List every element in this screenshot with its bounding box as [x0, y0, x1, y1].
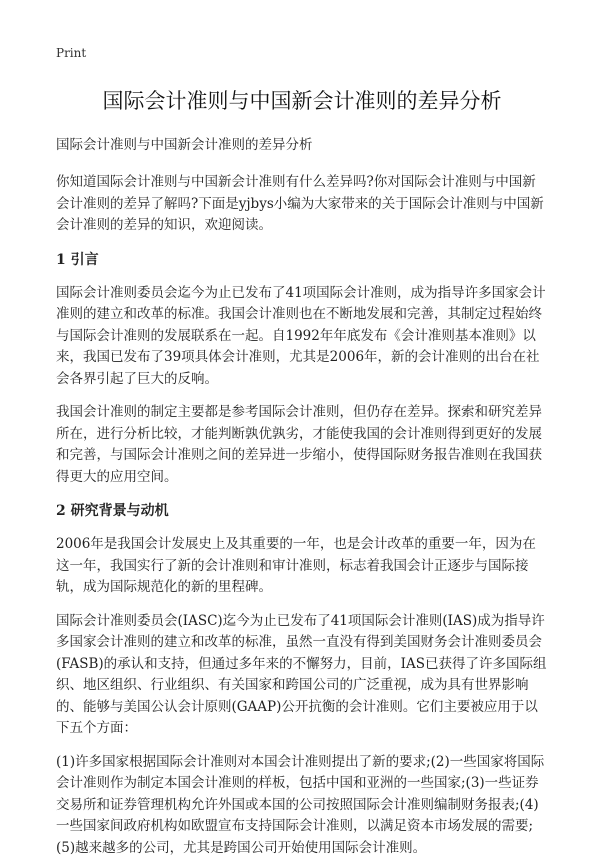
page-title: 国际会计准则与中国新会计准则的差异分析: [56, 86, 548, 116]
section-heading: 1 引言: [56, 249, 548, 271]
body-paragraph: 2006年是我国会计发展史上及其重要的一年，也是会计改革的重要一年，因为在这一年，我国实行了新的会计准则和审计准则，标志着我国会计正逐步与国际接轨，成为国际规范化的新的里程碑。: [56, 534, 548, 599]
section-heading: 2 研究背景与动机: [56, 500, 548, 522]
body-paragraph: 国际会计准则委员会(IASC)迄今为止已发布了41项国际会计准则(IAS)成为指导许多国家会计准则的建立和改革的标准，虽然一直没有得到美国财务会计准则委员会(FASB)的承认和支持，但通过多年来的不懈努力，目前，IAS已获得了许多国际组织、地区组织、行业组织、有关国家和跨国公司的广泛重视，成为具有世界影响的、能够与美国公认会计原则(GAAP)公开抗衡的会计准则。它们主要被应用于以下五个方面：: [56, 611, 548, 740]
print-link[interactable]: Print: [56, 44, 548, 62]
body-paragraph: 我国会计准则的制定主要都是参考国际会计准则，但仍存在差异。探索和研究差异所在，进行分析比较，才能判断孰优孰劣，才能使我国的会计准则得到更好的发展和完善，与国际会计准则之间的差异进一步缩小，使得国际财务报告准则在我国获得更大的应用空间。: [56, 402, 548, 488]
body-paragraph: 国际会计准则委员会迄今为止已发布了41项国际会计准则，成为指导许多国家会计准则的建立和改革的标准。我国会计准则也在不断地发展和完善，其制定过程始终与国际会计准则的发展联系在一起。自1992年年底发布《会计准则基本准则》以来，我国已发布了39项具体会计准则，尤其是2006年，新的会计准则的出台在社会各界引起了巨大的反响。: [56, 283, 548, 391]
document-subtitle: 国际会计准则与中国新会计准则的差异分析: [56, 134, 548, 156]
body-paragraph: (1)许多国家根据国际会计准则对本国会计准则提出了新的要求;(2)一些国家将国际会计准则作为制定本国会计准则的样板，包括中国和亚洲的一些国家;(3)一些证券交易所和证券管理机构允许外国或本国的公司按照国际会计准则编制财务报表;(4)一些国家间政府机构如欧盟宣布支持国际会计准则，以满足资本市场发展的需要;(5)越来越多的公司，尤其是跨国公司开始使用国际会计准则。: [56, 752, 548, 859]
intro-paragraph: 你知道国际会计准则与中国新会计准则有什么差异吗?你对国际会计准则与中国新会计准则的差异了解吗?下面是yjbys小编为大家带来的关于国际会计准则与中国新会计准则的差异的知识，欢迎阅读。: [56, 172, 548, 237]
section-background: [56, 500, 548, 859]
section-introduction: [56, 249, 548, 489]
